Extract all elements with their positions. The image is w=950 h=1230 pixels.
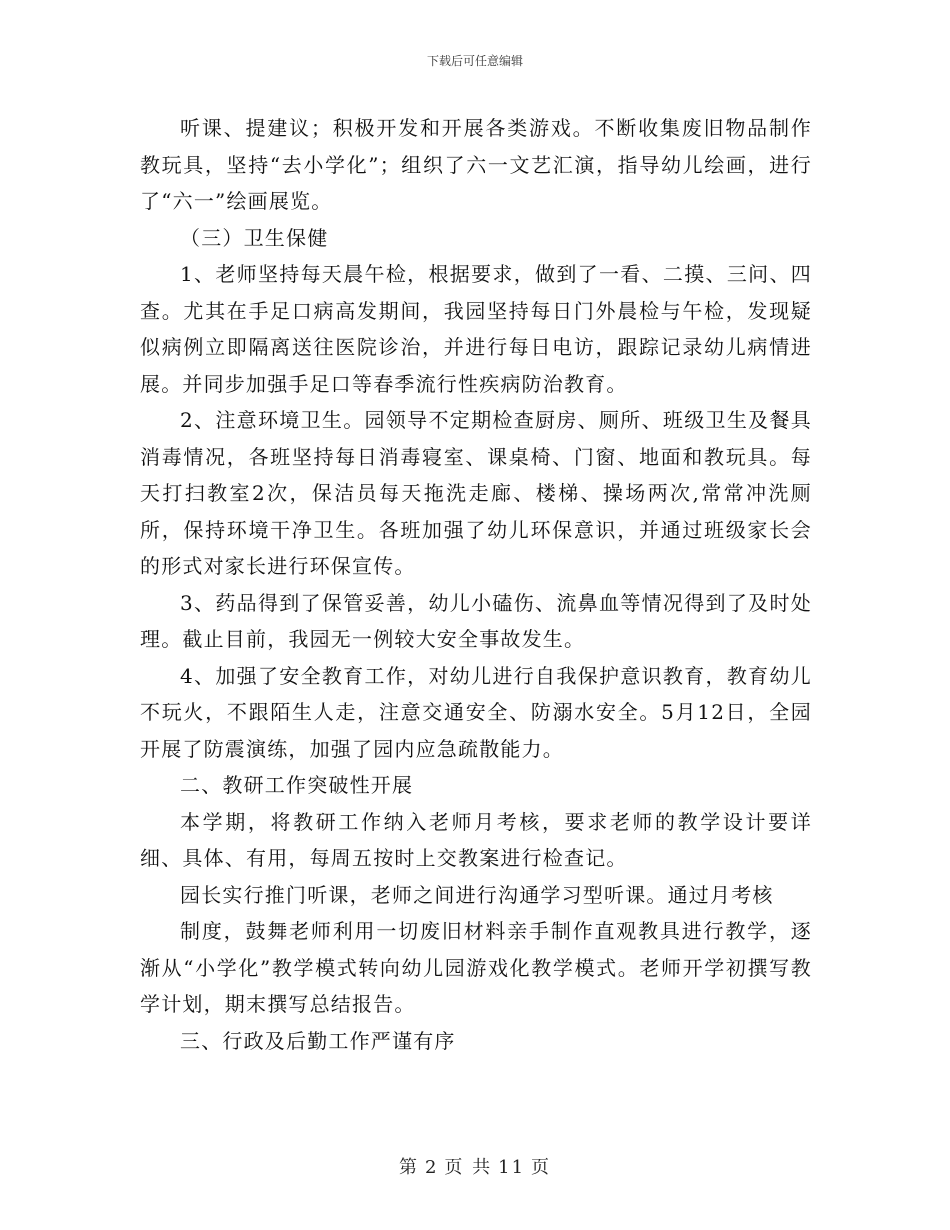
paragraph: 听课、提建议；积极开发和开展各类游戏。不断收集废旧物品制作教玩具，坚持“去小学化”；组织了六一文艺汇演，指导幼儿绘画，进行了“六一”绘画展览。 bbox=[140, 116, 812, 213]
paragraph: 园长实行推门听课，老师之间进行沟通学习型听课。通过月考核 bbox=[180, 882, 774, 907]
footer-suffix: 页 bbox=[531, 1157, 552, 1178]
footer-mid: 页 共 bbox=[444, 1157, 493, 1178]
page-header: 下载后可任意编辑 bbox=[426, 54, 523, 68]
section-heading: 二、教研工作突破性开展 bbox=[180, 773, 414, 797]
section-heading: （三）卫生保健 bbox=[180, 225, 329, 250]
paragraph: 本学期，将教研工作纳入老师月考核，要求老师的教学设计要详细、具体、有用，每周五按时上交教案进行检查记。 bbox=[140, 809, 812, 870]
paragraph: 制度，鼓舞老师利用一切废旧材料亲手制作直观教具进行教学，逐渐从“小学化”教学模式转向幼儿园游戏化教学模式。老师开学初撰写教学计划，期末撰写总结报告。 bbox=[140, 919, 812, 1016]
total-page-count: 11 bbox=[498, 1157, 526, 1178]
document-body bbox=[140, 110, 812, 1059]
section-heading: 三、行政及后勤工作严谨有序 bbox=[180, 1028, 456, 1053]
footer-prefix: 第 bbox=[398, 1157, 419, 1178]
paragraph: 4、加强了安全教育工作，对幼儿进行自我保护意识教育，教育幼儿不玩火，不跟陌生人走，注意交通安全、防溺水安全。5月12日，全园开展了防震演练，加强了园内应急疏散能力。 bbox=[140, 663, 812, 761]
paragraph: 1、老师坚持每天晨午检，根据要求，做到了一看、二摸、三问、四查。尤其在手足口病高发期间，我园坚持每日门外晨检与午检，发现疑似病例立即隔离送往医院诊治，并进行每日电访，跟踪记录幼儿病情进展。并同步加强手足口等春季流行性疾病防治教育。 bbox=[140, 262, 812, 396]
current-page-number: 2 bbox=[424, 1157, 439, 1178]
page-footer bbox=[0, 1153, 950, 1179]
paragraph: 3、药品得到了保管妥善，幼儿小磕伤、流鼻血等情况得到了及时处理。截止目前，我园无一例较大安全事故发生。 bbox=[140, 590, 812, 651]
paragraph: 2、注意环境卫生。园领导不定期检查厨房、厕所、班级卫生及餐具消毒情况，各班坚持每日消毒寝室、课桌椅、门窗、地面和教玩具。每天打扫教室2次，保洁员每天拖洗走廊、楼梯、操场两次,常常冲洗厕所，保持环境干净卫生。各班加强了幼儿环保意识，并通过班级家长会的形式对家长进行环保宣传。 bbox=[140, 408, 812, 578]
